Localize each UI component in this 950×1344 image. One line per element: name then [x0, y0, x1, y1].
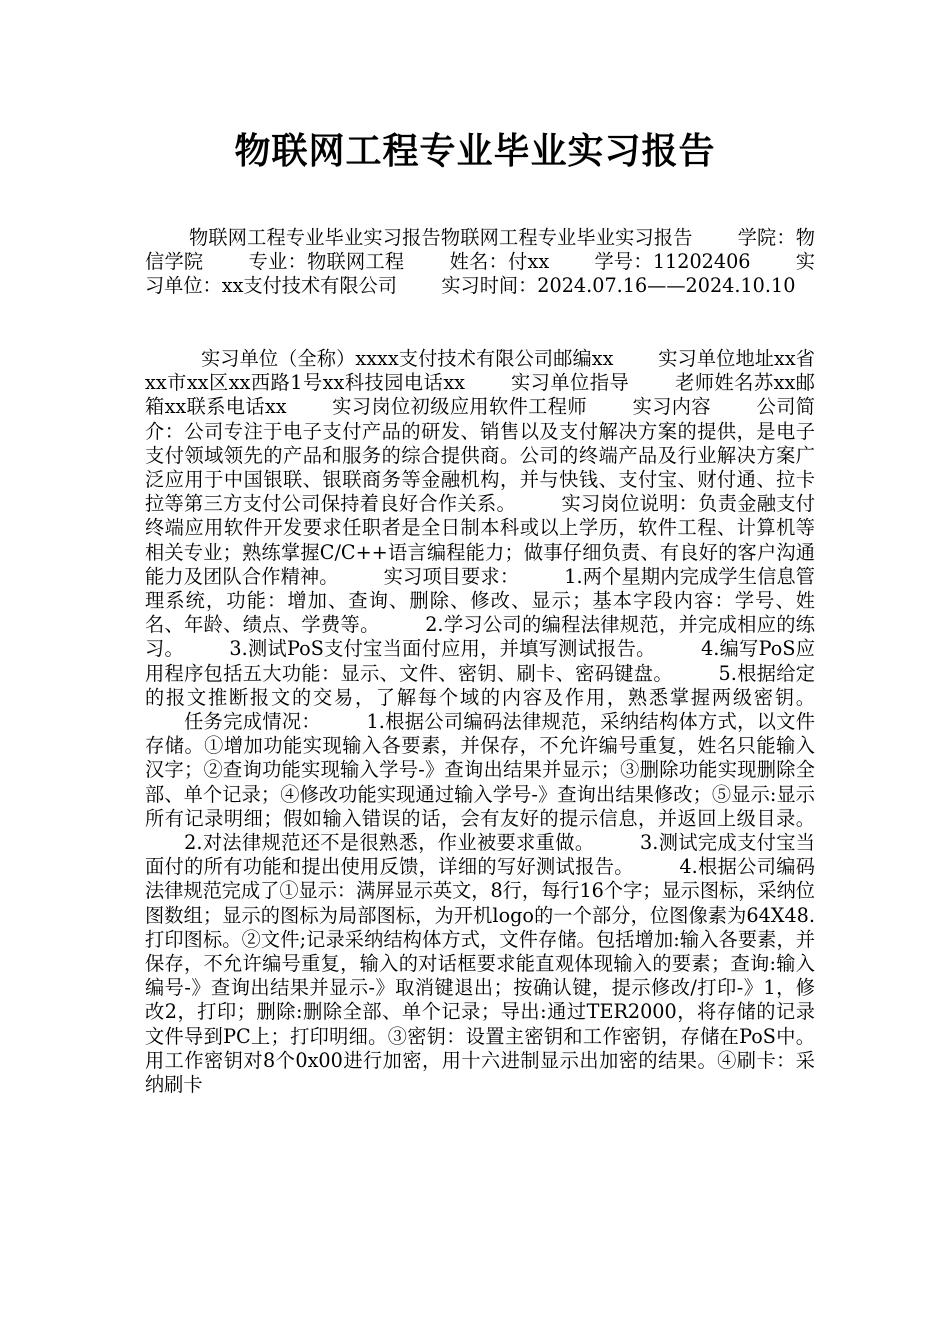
document-intro-paragraph: 物联网工程专业毕业实习报告物联网工程专业毕业实习报告 学院：物信学院 专业：物联网工程 姓名：付xx 学号：11202406 实习单位：xx支付技术有限公司 实习时间：2024.07.16——2024.10.10	[145, 226, 815, 298]
document-body-paragraph: 实习单位（全称）xxxx支付技术有限公司邮编xx 实习单位地址xx省xx市xx区xx西路1号xx科技园电话xx 实习单位指导 老师姓名苏xx邮箱xx联系电话xx 实习岗位初级应用软件工程师 实习内容 公司简介：公司专注于电子支付产品的研发、销售以及支付解决方案的提供，是电子支付领域领先的产品和服务的综合提供商。公司的终端产品及行业解决方案广泛应用于中国银联、银联商务等金融机构，并与快钱、支付宝、财付通、拉卡拉等第三方支付公司保持着良好合作关系。 实习岗位说明：负责金融支付终端应用软件开发要求任职者是全日制本科或以上学历，软件工程、计算机等相关专业；熟练掌握C/C++语言编程能力；做事仔细负责、有良好的客户沟通能力及团队合作精神。 实习项目要求： 1.两个星期内完成学生信息管理系统，功能：增加、查询、删除、修改、显示；基本字段内容：学号、姓名、年龄、绩点、学费等。 2.学习公司的编程法律规范，并完成相应的练习。 3.测试PoS支付宝当面付应用，并填写测试报告。 4.编写PoS应用程序包括五大功能：显示、文件、密钥、刷卡、密码键盘。 5.根据给定的报文推断报文的交易，了解每个域的内容及作用，熟悉掌握两级密钥。 任务完成情况： 1.根据公司编码法律规范，采纳结构体方式，以文件存储。①增加功能实现输入各要素，并保存，不允许编号重复，姓名只能输入汉字；②查询功能实现输入学号-》查询出结果并显示；③删除功能实现删除全部、单个记录；④修改功能实现通过输入学号-》查询出结果修改；⑤显示:显示所有记录明细；假如输入错误的话，会有友好的提示信息，并返回上级目录。 2.对法律规范还不是很熟悉，作业被要求重做。 3.测试完成支付宝当面付的所有功能和提出使用反馈，详细的写好测试报告。 4.根据公司编码法律规范完成了①显示：满屏显示英文，8行，每行16个字；显示图标，采纳位图数组；显示的图标为局部图标，为开机logo的一个部分，位图像素为64X48.打印图标。②文件;记录采纳结构体方式，文件存储。包括增加:输入各要素，并保存，不允许编号重复，输入的对话框要求能直观体现输入的要素；查询:输入编号-》查询出结果并显示-》取消键退出；按确认键，提示修改/打印-》1，修改2，打印；删除:删除全部、单个记录；导出:通过TER2000，将存储的记录文件导到PC上；打印明细。③密钥：设置主密钥和工作密钥，存储在PoS中。用工作密钥对8个0x00进行加密，用十六进制显示出加密的结果。④刷卡：采纳刷卡	[145, 347, 815, 1097]
document-title: 物联网工程专业毕业实习报告	[234, 131, 716, 172]
